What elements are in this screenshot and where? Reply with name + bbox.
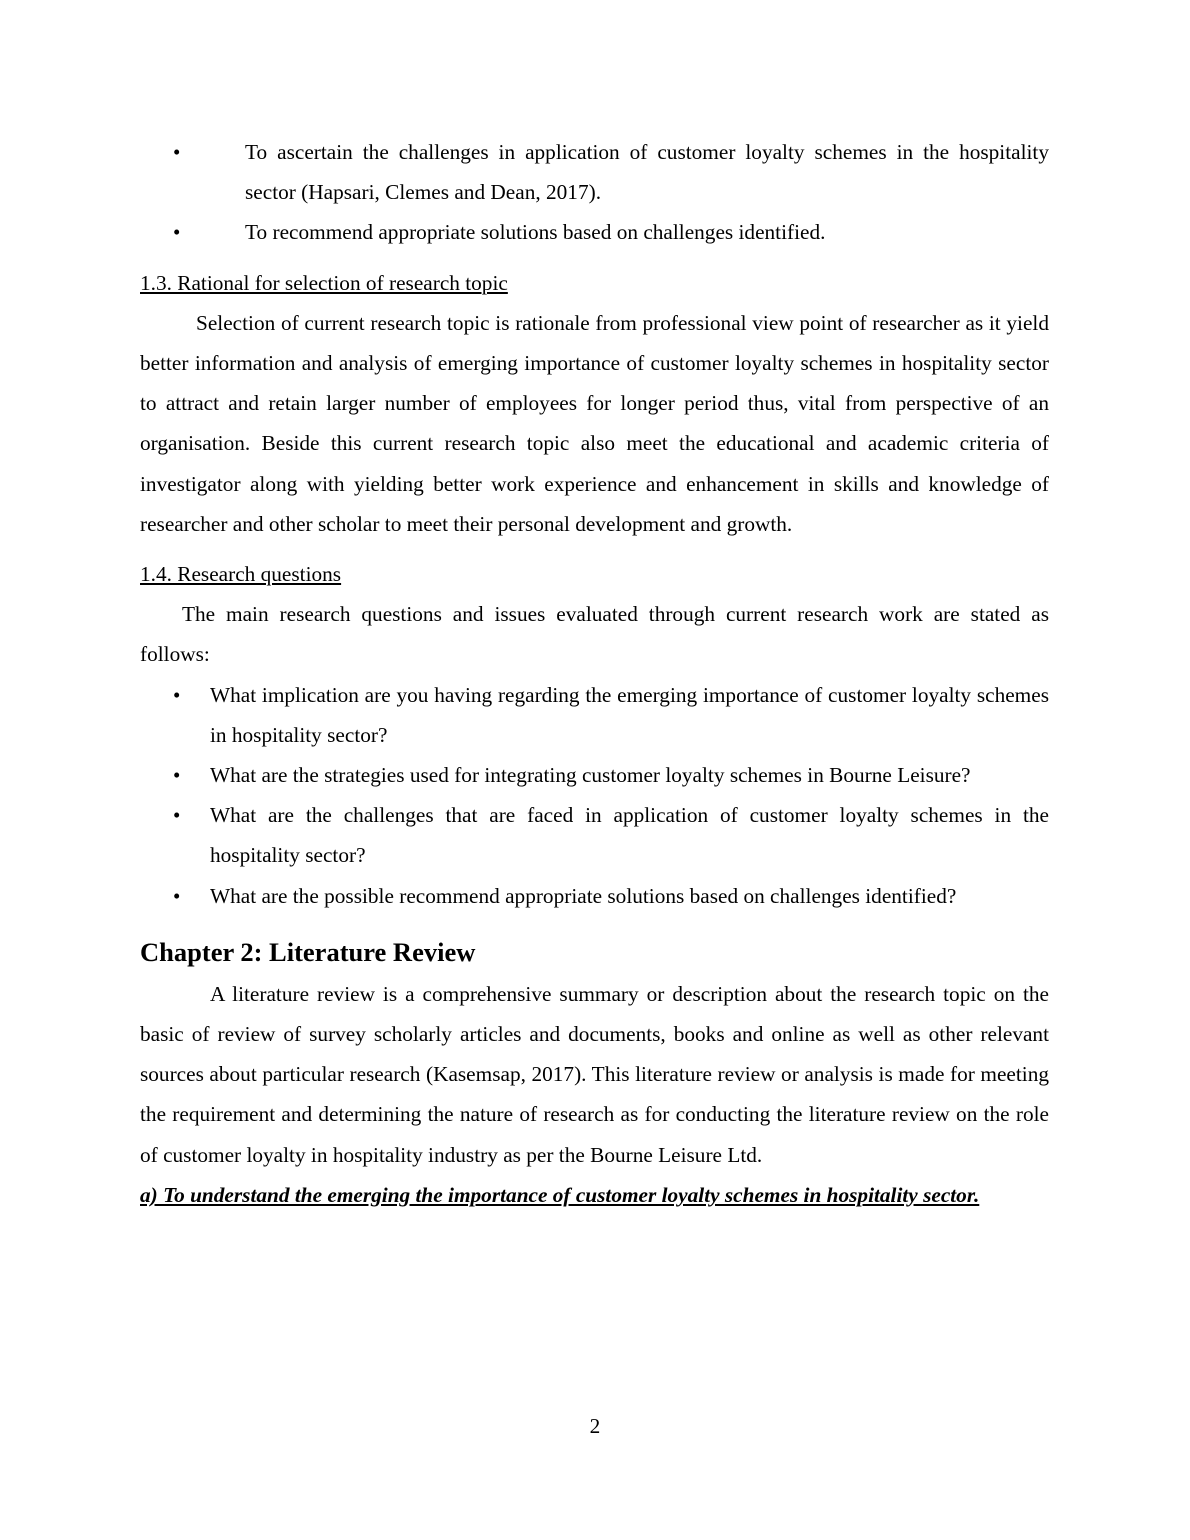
bullet-icon: • [173, 763, 181, 788]
objectives-list [140, 132, 1049, 253]
list-item [140, 132, 1049, 212]
research-questions-heading: 1.4. Research questions [140, 562, 342, 587]
bullet-icon: • [173, 803, 181, 828]
list-item [140, 212, 1049, 252]
research-questions-intro: The main research questions and issues evaluated through current research work are stated as follows: [140, 602, 1049, 667]
question-text: What are the challenges that are faced in application of customer loyalty schemes in the hospitality sector? [210, 803, 1049, 868]
bullet-icon: • [173, 140, 181, 164]
list-item [140, 755, 1049, 795]
chapter-title: Chapter 2: Literature Review [140, 936, 476, 967]
objective-text: To recommend appropriate solutions based on challenges identified. [245, 220, 826, 245]
list-item [140, 795, 1049, 875]
objective-text: To ascertain the challenges in application of customer loyalty schemes in the hospitality sector (Hapsari, Clemes and Dean, 2017). [245, 140, 1049, 205]
rationale-paragraph: Selection of current research topic is rationale from professional view point of researcher as it yield better information and analysis of emerging importance of customer loyalty schemes in hospitality sector to attract and retain larger number of employees for longer period thus, vital from perspective of an organisation. Beside this current research topic also meet the educational and academic criteria of investigator along with yielding better work experience and enhancement in skills and knowledge of researcher and other scholar to meet their personal development and growth. [140, 310, 1049, 536]
list-item [140, 675, 1049, 755]
page-number: 2 [589, 1414, 601, 1438]
document-page [140, 132, 1049, 1215]
bullet-icon: • [173, 682, 181, 707]
bullet-icon: • [173, 883, 181, 908]
list-item [140, 876, 1049, 916]
rationale-heading: 1.3. Rational for selection of research topic [140, 270, 508, 295]
question-text: What implication are you having regarding the emerging importance of customer loyalty schemes in hospitality sector? [210, 682, 1049, 747]
literature-subheading: a) To understand the emerging the importance of customer loyalty schemes in hospitality sector. [140, 1182, 980, 1207]
bullet-icon: • [173, 220, 181, 245]
literature-review-paragraph: A literature review is a comprehensive summary or description about the research topic on the basic of review of survey scholarly articles and documents, books and online as well as other relevant sources about particular research (Kasemsap, 2017). This literature review or analysis is made for meeting the requirement and determining the nature of research as for conducting the literature review on the role of customer loyalty in hospitality industry as per the Bourne Leisure Ltd. [140, 981, 1049, 1167]
research-questions-list [140, 675, 1049, 916]
question-text: What are the possible recommend appropriate solutions based on challenges identified? [210, 883, 957, 908]
question-text: What are the strategies used for integrating customer loyalty schemes in Bourne Leisure? [210, 763, 971, 788]
